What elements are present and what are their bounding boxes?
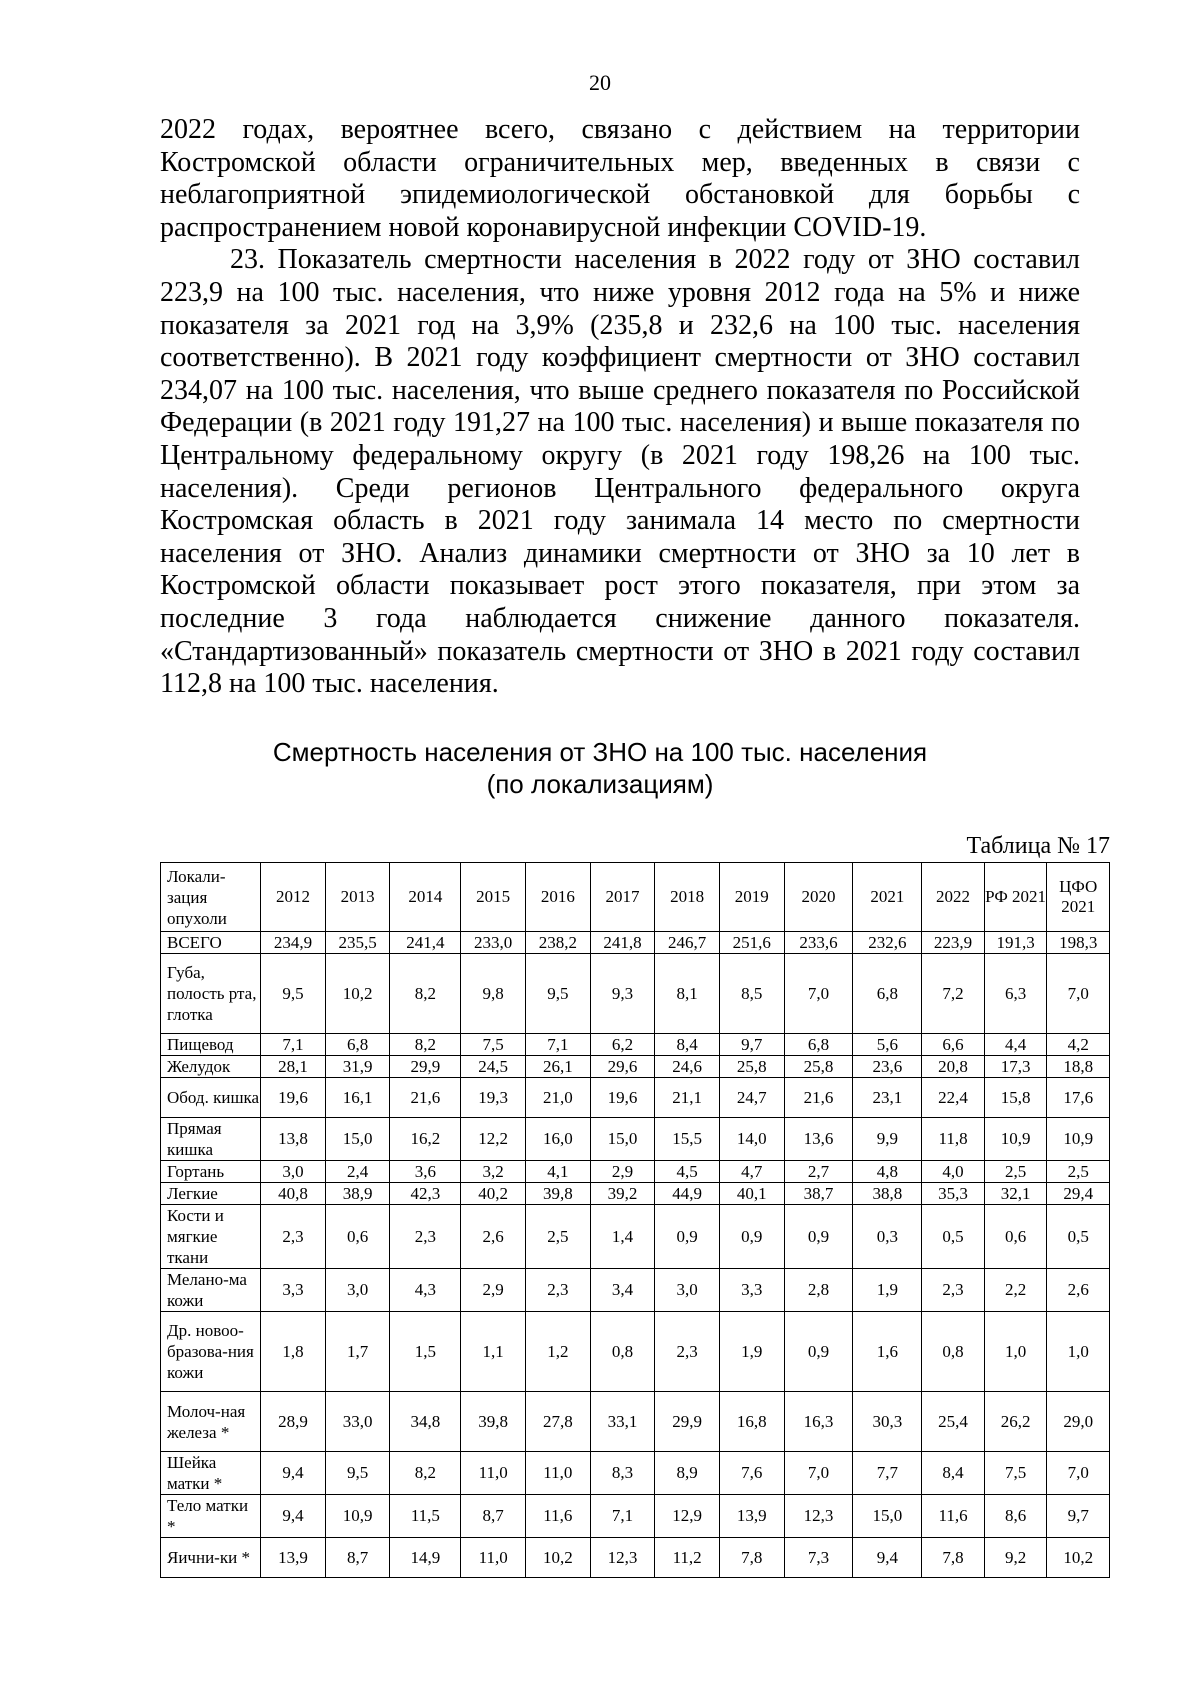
value-cell: 13,6 bbox=[784, 1118, 853, 1161]
value-cell: 25,4 bbox=[922, 1392, 985, 1452]
value-cell: 3,3 bbox=[261, 1269, 326, 1312]
value-cell: 21,6 bbox=[390, 1078, 461, 1118]
value-cell: 1,0 bbox=[984, 1312, 1047, 1392]
value-cell: 0,9 bbox=[719, 1205, 784, 1269]
table-row bbox=[161, 1452, 1110, 1495]
value-cell: 7,8 bbox=[922, 1538, 985, 1578]
value-cell: 9,7 bbox=[1047, 1495, 1110, 1538]
table-row bbox=[161, 954, 1110, 1034]
body-text bbox=[160, 114, 1080, 701]
value-cell: 9,4 bbox=[853, 1538, 922, 1578]
value-cell: 15,0 bbox=[853, 1495, 922, 1538]
value-cell: 3,0 bbox=[261, 1161, 326, 1183]
value-cell: 7,7 bbox=[853, 1452, 922, 1495]
value-cell: 1,2 bbox=[525, 1312, 590, 1392]
value-cell: 10,2 bbox=[325, 954, 390, 1034]
value-cell: 13,9 bbox=[719, 1495, 784, 1538]
value-cell: 9,5 bbox=[261, 954, 326, 1034]
value-cell: 191,3 bbox=[984, 932, 1047, 954]
value-cell: 9,7 bbox=[719, 1034, 784, 1056]
value-cell: 24,6 bbox=[655, 1056, 720, 1078]
value-cell: 13,9 bbox=[261, 1538, 326, 1578]
value-cell: 233,6 bbox=[784, 932, 853, 954]
header-cell: 2013 bbox=[325, 863, 390, 932]
value-cell: 238,2 bbox=[525, 932, 590, 954]
value-cell: 241,4 bbox=[390, 932, 461, 954]
value-cell: 2,6 bbox=[461, 1205, 526, 1269]
value-cell: 23,6 bbox=[853, 1056, 922, 1078]
location-cell: ВСЕГО bbox=[161, 932, 261, 954]
value-cell: 235,5 bbox=[325, 932, 390, 954]
value-cell: 0,8 bbox=[590, 1312, 655, 1392]
value-cell: 9,4 bbox=[261, 1495, 326, 1538]
header-cell: 2021 bbox=[853, 863, 922, 932]
location-cell: Желудок bbox=[161, 1056, 261, 1078]
location-cell: Др. новоо-бразова-ния кожи bbox=[161, 1312, 261, 1392]
value-cell: 7,6 bbox=[719, 1452, 784, 1495]
value-cell: 7,0 bbox=[1047, 954, 1110, 1034]
value-cell: 35,3 bbox=[922, 1183, 985, 1205]
header-cell-location: Локали-зация опухоли bbox=[161, 863, 261, 932]
value-cell: 0,8 bbox=[922, 1312, 985, 1392]
value-cell: 7,3 bbox=[784, 1538, 853, 1578]
location-cell: Мелано-ма кожи bbox=[161, 1269, 261, 1312]
value-cell: 7,1 bbox=[590, 1495, 655, 1538]
value-cell: 8,3 bbox=[590, 1452, 655, 1495]
value-cell: 11,0 bbox=[461, 1452, 526, 1495]
location-cell: Обод. кишка bbox=[161, 1078, 261, 1118]
value-cell: 19,6 bbox=[261, 1078, 326, 1118]
value-cell: 7,0 bbox=[1047, 1452, 1110, 1495]
header-cell: РФ 2021 bbox=[984, 863, 1047, 932]
header-cell: 2017 bbox=[590, 863, 655, 932]
value-cell: 33,1 bbox=[590, 1392, 655, 1452]
header-cell: 2019 bbox=[719, 863, 784, 932]
value-cell: 42,3 bbox=[390, 1183, 461, 1205]
value-cell: 6,8 bbox=[784, 1034, 853, 1056]
table-row bbox=[161, 1205, 1110, 1269]
value-cell: 233,0 bbox=[461, 932, 526, 954]
value-cell: 2,3 bbox=[655, 1312, 720, 1392]
value-cell: 23,1 bbox=[853, 1078, 922, 1118]
value-cell: 1,0 bbox=[1047, 1312, 1110, 1392]
value-cell: 11,5 bbox=[390, 1495, 461, 1538]
value-cell: 32,1 bbox=[984, 1183, 1047, 1205]
value-cell: 0,9 bbox=[784, 1205, 853, 1269]
location-cell: Гортань bbox=[161, 1161, 261, 1183]
location-cell: Молоч-ная железа * bbox=[161, 1392, 261, 1452]
value-cell: 18,8 bbox=[1047, 1056, 1110, 1078]
value-cell: 26,2 bbox=[984, 1392, 1047, 1452]
table-title-line-2: (по локализациям) bbox=[486, 769, 714, 799]
value-cell: 28,9 bbox=[261, 1392, 326, 1452]
value-cell: 2,3 bbox=[525, 1269, 590, 1312]
value-cell: 2,4 bbox=[325, 1161, 390, 1183]
value-cell: 11,0 bbox=[461, 1538, 526, 1578]
table-label: Таблица № 17 bbox=[966, 833, 1110, 859]
value-cell: 251,6 bbox=[719, 932, 784, 954]
header-cell: 2018 bbox=[655, 863, 720, 932]
value-cell: 16,8 bbox=[719, 1392, 784, 1452]
value-cell: 10,9 bbox=[984, 1118, 1047, 1161]
value-cell: 22,4 bbox=[922, 1078, 985, 1118]
value-cell: 30,3 bbox=[853, 1392, 922, 1452]
value-cell: 10,9 bbox=[325, 1495, 390, 1538]
location-cell: Тело матки * bbox=[161, 1495, 261, 1538]
value-cell: 17,6 bbox=[1047, 1078, 1110, 1118]
value-cell: 223,9 bbox=[922, 932, 985, 954]
value-cell: 39,2 bbox=[590, 1183, 655, 1205]
value-cell: 4,3 bbox=[390, 1269, 461, 1312]
value-cell: 29,9 bbox=[655, 1392, 720, 1452]
value-cell: 25,8 bbox=[719, 1056, 784, 1078]
value-cell: 9,5 bbox=[525, 954, 590, 1034]
value-cell: 2,5 bbox=[525, 1205, 590, 1269]
value-cell: 198,3 bbox=[1047, 932, 1110, 954]
value-cell: 7,0 bbox=[784, 954, 853, 1034]
value-cell: 16,0 bbox=[525, 1118, 590, 1161]
value-cell: 234,9 bbox=[261, 932, 326, 954]
table-body bbox=[161, 932, 1110, 1578]
value-cell: 27,8 bbox=[525, 1392, 590, 1452]
value-cell: 6,3 bbox=[984, 954, 1047, 1034]
value-cell: 232,6 bbox=[853, 932, 922, 954]
value-cell: 11,0 bbox=[525, 1452, 590, 1495]
value-cell: 11,2 bbox=[655, 1538, 720, 1578]
value-cell: 0,3 bbox=[853, 1205, 922, 1269]
value-cell: 7,2 bbox=[922, 954, 985, 1034]
header-cell: 2022 bbox=[922, 863, 985, 932]
value-cell: 34,8 bbox=[390, 1392, 461, 1452]
value-cell: 16,3 bbox=[784, 1392, 853, 1452]
value-cell: 9,4 bbox=[261, 1452, 326, 1495]
value-cell: 44,9 bbox=[655, 1183, 720, 1205]
value-cell: 17,3 bbox=[984, 1056, 1047, 1078]
value-cell: 4,0 bbox=[922, 1161, 985, 1183]
value-cell: 10,9 bbox=[1047, 1118, 1110, 1161]
value-cell: 0,5 bbox=[922, 1205, 985, 1269]
value-cell: 9,3 bbox=[590, 954, 655, 1034]
value-cell: 2,7 bbox=[784, 1161, 853, 1183]
value-cell: 39,8 bbox=[525, 1183, 590, 1205]
value-cell: 1,5 bbox=[390, 1312, 461, 1392]
value-cell: 9,5 bbox=[325, 1452, 390, 1495]
value-cell: 3,0 bbox=[655, 1269, 720, 1312]
value-cell: 1,9 bbox=[719, 1312, 784, 1392]
table-row bbox=[161, 1312, 1110, 1392]
value-cell: 29,0 bbox=[1047, 1392, 1110, 1452]
value-cell: 8,6 bbox=[984, 1495, 1047, 1538]
value-cell: 2,2 bbox=[984, 1269, 1047, 1312]
value-cell: 20,8 bbox=[922, 1056, 985, 1078]
value-cell: 28,1 bbox=[261, 1056, 326, 1078]
value-cell: 21,1 bbox=[655, 1078, 720, 1118]
value-cell: 29,9 bbox=[390, 1056, 461, 1078]
value-cell: 1,6 bbox=[853, 1312, 922, 1392]
value-cell: 11,6 bbox=[922, 1495, 985, 1538]
value-cell: 40,1 bbox=[719, 1183, 784, 1205]
table-row bbox=[161, 1118, 1110, 1161]
header-cell: 2012 bbox=[261, 863, 326, 932]
value-cell: 15,8 bbox=[984, 1078, 1047, 1118]
value-cell: 5,6 bbox=[853, 1034, 922, 1056]
value-cell: 8,9 bbox=[655, 1452, 720, 1495]
value-cell: 3,2 bbox=[461, 1161, 526, 1183]
value-cell: 9,2 bbox=[984, 1538, 1047, 1578]
location-cell: Пищевод bbox=[161, 1034, 261, 1056]
value-cell: 2,3 bbox=[261, 1205, 326, 1269]
value-cell: 24,7 bbox=[719, 1078, 784, 1118]
value-cell: 12,9 bbox=[655, 1495, 720, 1538]
value-cell: 10,2 bbox=[525, 1538, 590, 1578]
value-cell: 1,9 bbox=[853, 1269, 922, 1312]
value-cell: 7,0 bbox=[784, 1452, 853, 1495]
mortality-table bbox=[160, 862, 1110, 1578]
value-cell: 31,9 bbox=[325, 1056, 390, 1078]
location-cell: Шейка матки * bbox=[161, 1452, 261, 1495]
value-cell: 40,2 bbox=[461, 1183, 526, 1205]
header-cell: 2014 bbox=[390, 863, 461, 932]
value-cell: 2,6 bbox=[1047, 1269, 1110, 1312]
value-cell: 6,8 bbox=[325, 1034, 390, 1056]
value-cell: 8,2 bbox=[390, 1034, 461, 1056]
table-row bbox=[161, 1538, 1110, 1578]
value-cell: 3,6 bbox=[390, 1161, 461, 1183]
value-cell: 0,9 bbox=[655, 1205, 720, 1269]
value-cell: 14,9 bbox=[390, 1538, 461, 1578]
table-row bbox=[161, 1034, 1110, 1056]
value-cell: 4,5 bbox=[655, 1161, 720, 1183]
value-cell: 2,3 bbox=[922, 1269, 985, 1312]
value-cell: 29,6 bbox=[590, 1056, 655, 1078]
value-cell: 2,5 bbox=[1047, 1161, 1110, 1183]
location-cell: Легкие bbox=[161, 1183, 261, 1205]
value-cell: 7,1 bbox=[525, 1034, 590, 1056]
value-cell: 4,8 bbox=[853, 1161, 922, 1183]
value-cell: 15,5 bbox=[655, 1118, 720, 1161]
value-cell: 12,3 bbox=[784, 1495, 853, 1538]
value-cell: 10,2 bbox=[1047, 1538, 1110, 1578]
value-cell: 6,8 bbox=[853, 954, 922, 1034]
value-cell: 7,8 bbox=[719, 1538, 784, 1578]
paragraph-2: 23. Показатель смертности населения в 2022 году от ЗНО составил 223,9 на 100 тыс. населения, что ниже уровня 2012 года на 5% и ниже показателя за 2021 год на 3,9% (235,8 и 232,6 на 100 тыс. населения соответственно). В 2021 году коэффициент смертности от ЗНО составил 234,07 на 100 тыс. населения, что выше среднего показателя по Российской Федерации (в 2021 году 191,27 на 100 тыс. населения) и выше показателя по Центральному федеральному округу (в 2021 году 198,26 на 100 тыс. населения). Среди регионов Центрального федерального округа Костромская область в 2021 году занимала 14 место по смертности населения от ЗНО. Анализ динамики смертности от ЗНО за 10 лет в Костромской области показывает рост этого показателя, при этом за последние 3 года наблюдается снижение данного показателя. «Стандартизованный» показатель смертности от ЗНО в 2021 году составил 112,8 на 100 тыс. населения. bbox=[160, 244, 1080, 700]
location-cell: Губа, полость рта, глотка bbox=[161, 954, 261, 1034]
table-title bbox=[0, 736, 1200, 800]
value-cell: 1,4 bbox=[590, 1205, 655, 1269]
table-row bbox=[161, 1078, 1110, 1118]
value-cell: 2,9 bbox=[461, 1269, 526, 1312]
location-cell: Яични-ки * bbox=[161, 1538, 261, 1578]
value-cell: 40,8 bbox=[261, 1183, 326, 1205]
value-cell: 8,4 bbox=[655, 1034, 720, 1056]
table-row bbox=[161, 1056, 1110, 1078]
value-cell: 16,1 bbox=[325, 1078, 390, 1118]
value-cell: 3,0 bbox=[325, 1269, 390, 1312]
value-cell: 14,0 bbox=[719, 1118, 784, 1161]
value-cell: 4,4 bbox=[984, 1034, 1047, 1056]
table-row bbox=[161, 1392, 1110, 1452]
header-cell: 2015 bbox=[461, 863, 526, 932]
table-row bbox=[161, 1183, 1110, 1205]
value-cell: 25,8 bbox=[784, 1056, 853, 1078]
value-cell: 7,5 bbox=[984, 1452, 1047, 1495]
value-cell: 1,7 bbox=[325, 1312, 390, 1392]
table-row bbox=[161, 932, 1110, 954]
table-row bbox=[161, 1495, 1110, 1538]
value-cell: 2,9 bbox=[590, 1161, 655, 1183]
value-cell: 0,6 bbox=[984, 1205, 1047, 1269]
page-number: 20 bbox=[589, 70, 611, 95]
value-cell: 8,4 bbox=[922, 1452, 985, 1495]
value-cell: 2,3 bbox=[390, 1205, 461, 1269]
value-cell: 11,8 bbox=[922, 1118, 985, 1161]
value-cell: 39,8 bbox=[461, 1392, 526, 1452]
value-cell: 2,8 bbox=[784, 1269, 853, 1312]
value-cell: 26,1 bbox=[525, 1056, 590, 1078]
value-cell: 8,2 bbox=[390, 1452, 461, 1495]
value-cell: 38,8 bbox=[853, 1183, 922, 1205]
value-cell: 8,5 bbox=[719, 954, 784, 1034]
value-cell: 8,1 bbox=[655, 954, 720, 1034]
value-cell: 1,8 bbox=[261, 1312, 326, 1392]
value-cell: 0,9 bbox=[784, 1312, 853, 1392]
value-cell: 6,2 bbox=[590, 1034, 655, 1056]
value-cell: 7,5 bbox=[461, 1034, 526, 1056]
header-cell: 2016 bbox=[525, 863, 590, 932]
value-cell: 2,5 bbox=[984, 1161, 1047, 1183]
value-cell: 241,8 bbox=[590, 932, 655, 954]
value-cell: 19,3 bbox=[461, 1078, 526, 1118]
value-cell: 0,5 bbox=[1047, 1205, 1110, 1269]
header-cell: 2020 bbox=[784, 863, 853, 932]
value-cell: 11,6 bbox=[525, 1495, 590, 1538]
value-cell: 0,6 bbox=[325, 1205, 390, 1269]
value-cell: 33,0 bbox=[325, 1392, 390, 1452]
value-cell: 1,1 bbox=[461, 1312, 526, 1392]
value-cell: 38,7 bbox=[784, 1183, 853, 1205]
value-cell: 19,6 bbox=[590, 1078, 655, 1118]
value-cell: 13,8 bbox=[261, 1118, 326, 1161]
value-cell: 8,7 bbox=[325, 1538, 390, 1578]
value-cell: 12,3 bbox=[590, 1538, 655, 1578]
paragraph-1: 2022 годах, вероятнее всего, связано с действием на территории Костромской области ограничительных мер, введенных в связи с неблагоприятной эпидемиологической обстановкой для борьбы с распространением новой коронавирусной инфекции COVID-19. bbox=[160, 114, 1080, 243]
value-cell: 38,9 bbox=[325, 1183, 390, 1205]
table-row bbox=[161, 1269, 1110, 1312]
value-cell: 4,1 bbox=[525, 1161, 590, 1183]
value-cell: 4,2 bbox=[1047, 1034, 1110, 1056]
value-cell: 8,2 bbox=[390, 954, 461, 1034]
value-cell: 12,2 bbox=[461, 1118, 526, 1161]
value-cell: 9,9 bbox=[853, 1118, 922, 1161]
value-cell: 9,8 bbox=[461, 954, 526, 1034]
location-cell: Кости и мягкие ткани bbox=[161, 1205, 261, 1269]
table-header-row bbox=[161, 863, 1110, 932]
value-cell: 16,2 bbox=[390, 1118, 461, 1161]
location-cell: Прямая кишка bbox=[161, 1118, 261, 1161]
value-cell: 4,7 bbox=[719, 1161, 784, 1183]
header-cell: ЦФО 2021 bbox=[1047, 863, 1110, 932]
value-cell: 3,4 bbox=[590, 1269, 655, 1312]
value-cell: 24,5 bbox=[461, 1056, 526, 1078]
value-cell: 21,6 bbox=[784, 1078, 853, 1118]
value-cell: 246,7 bbox=[655, 932, 720, 954]
table-title-line-1: Смертность населения от ЗНО на 100 тыс. населения bbox=[272, 737, 928, 767]
value-cell: 7,1 bbox=[261, 1034, 326, 1056]
value-cell: 8,7 bbox=[461, 1495, 526, 1538]
value-cell: 15,0 bbox=[590, 1118, 655, 1161]
value-cell: 29,4 bbox=[1047, 1183, 1110, 1205]
value-cell: 6,6 bbox=[922, 1034, 985, 1056]
table-row bbox=[161, 1161, 1110, 1183]
value-cell: 3,3 bbox=[719, 1269, 784, 1312]
value-cell: 21,0 bbox=[525, 1078, 590, 1118]
value-cell: 15,0 bbox=[325, 1118, 390, 1161]
